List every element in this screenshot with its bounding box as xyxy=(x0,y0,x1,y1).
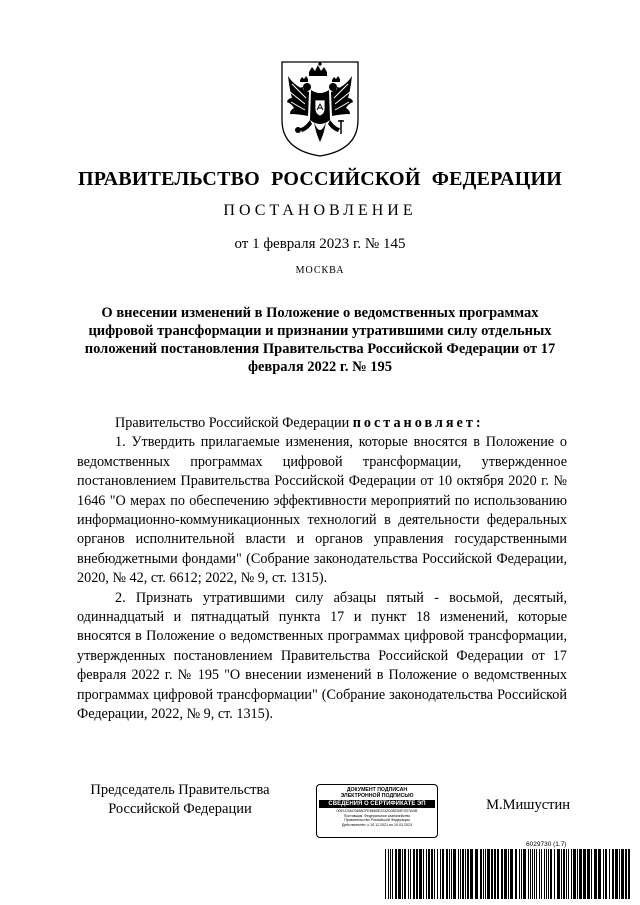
intro-paragraph xyxy=(77,414,567,433)
intro-verb: постановляет: xyxy=(352,415,484,431)
government-title: ПРАВИТЕЛЬСТВО РОССИЙСКОЙ ФЕДЕРАЦИИ xyxy=(78,168,562,190)
stamp-validity: Действителен: с 10.12.2021 по 10.03.2023 xyxy=(341,822,413,827)
stamp-owner: Правительство Российской Федерации xyxy=(344,818,410,823)
document-dateline: от 1 февраля 2023 г. № 145 xyxy=(234,236,406,252)
stamp-banner: СВЕДЕНИЯ О СЕРТИФИКАТЕ ЭП xyxy=(319,800,435,808)
signatory-name: М.Мишустин xyxy=(486,797,570,813)
document-body xyxy=(77,414,567,725)
document-subject: О внесении изменений в Положение о ведомственных программах цифровой трансформации и признании утратившими силу отдельных положений постановления Правительства Российской Федерации от 17 февраля 2022 г. № 195 xyxy=(84,305,556,375)
barcode-label: 6029730 (1.7) xyxy=(526,841,567,848)
document-type: ПОСТАНОВЛЕНИЕ xyxy=(223,202,417,219)
signatory-position-line2: Российской Федерации xyxy=(108,801,252,817)
signatory-position-line1: Председатель Правительства xyxy=(90,782,270,798)
state-emblem-icon xyxy=(278,58,362,158)
stamp-line1: ДОКУМЕНТ ПОДПИСАН xyxy=(346,787,408,793)
intro-prefix: Правительство Российской Федерации xyxy=(115,415,353,431)
electronic-signature-stamp xyxy=(316,784,438,838)
stamp-issuer: Поставщик: Федеральное казначейство xyxy=(343,813,411,818)
paragraph-2: 2. Признать утратившими силу абзацы пятый - восьмой, десятый, одиннадцатый и пятнадцатый пункта 17 и пункт 18 изменений, которые вносятся в Положение о ведомственных программах цифровой трансформации, утвержденных постановлением Правительства Российской Федерации от 17 февраля 2022 г. № 195 "О внесении изменений в Положение о ведомственных программах цифровой трансформации" (Собрание законодательства Российской Федерации, 2022, № 9, ст. 1315). xyxy=(77,589,567,723)
stamp-serial: 00E1C5AC9468CFE8660E2232D08C59F2D7ADB xyxy=(336,809,418,813)
stamp-line2: ЭЛЕКТРОННОЙ ПОДПИСЬЮ xyxy=(340,793,414,799)
document-city: МОСКВА xyxy=(295,265,345,276)
paragraph-1: 1. Утвердить прилагаемые изменения, которые вносятся в Положение о ведомственных программах цифровой трансформации, утвержденное постановлением Правительства Российской Федерации от 10 октября 2020 г. № 1646 "О мерах по обеспечению эффективности мероприятий по использованию информационно-коммуникационных технологий в деятельности федеральных органов исполнительной власти и органов управления государственными внебюджетными фондами" (Собрание законодательства Российской Федерации, 2020, № 42, ст. 6612; 2022, № 9, ст. 1315). xyxy=(77,434,567,587)
barcode-icon xyxy=(385,849,631,899)
signatory-position xyxy=(80,781,280,819)
